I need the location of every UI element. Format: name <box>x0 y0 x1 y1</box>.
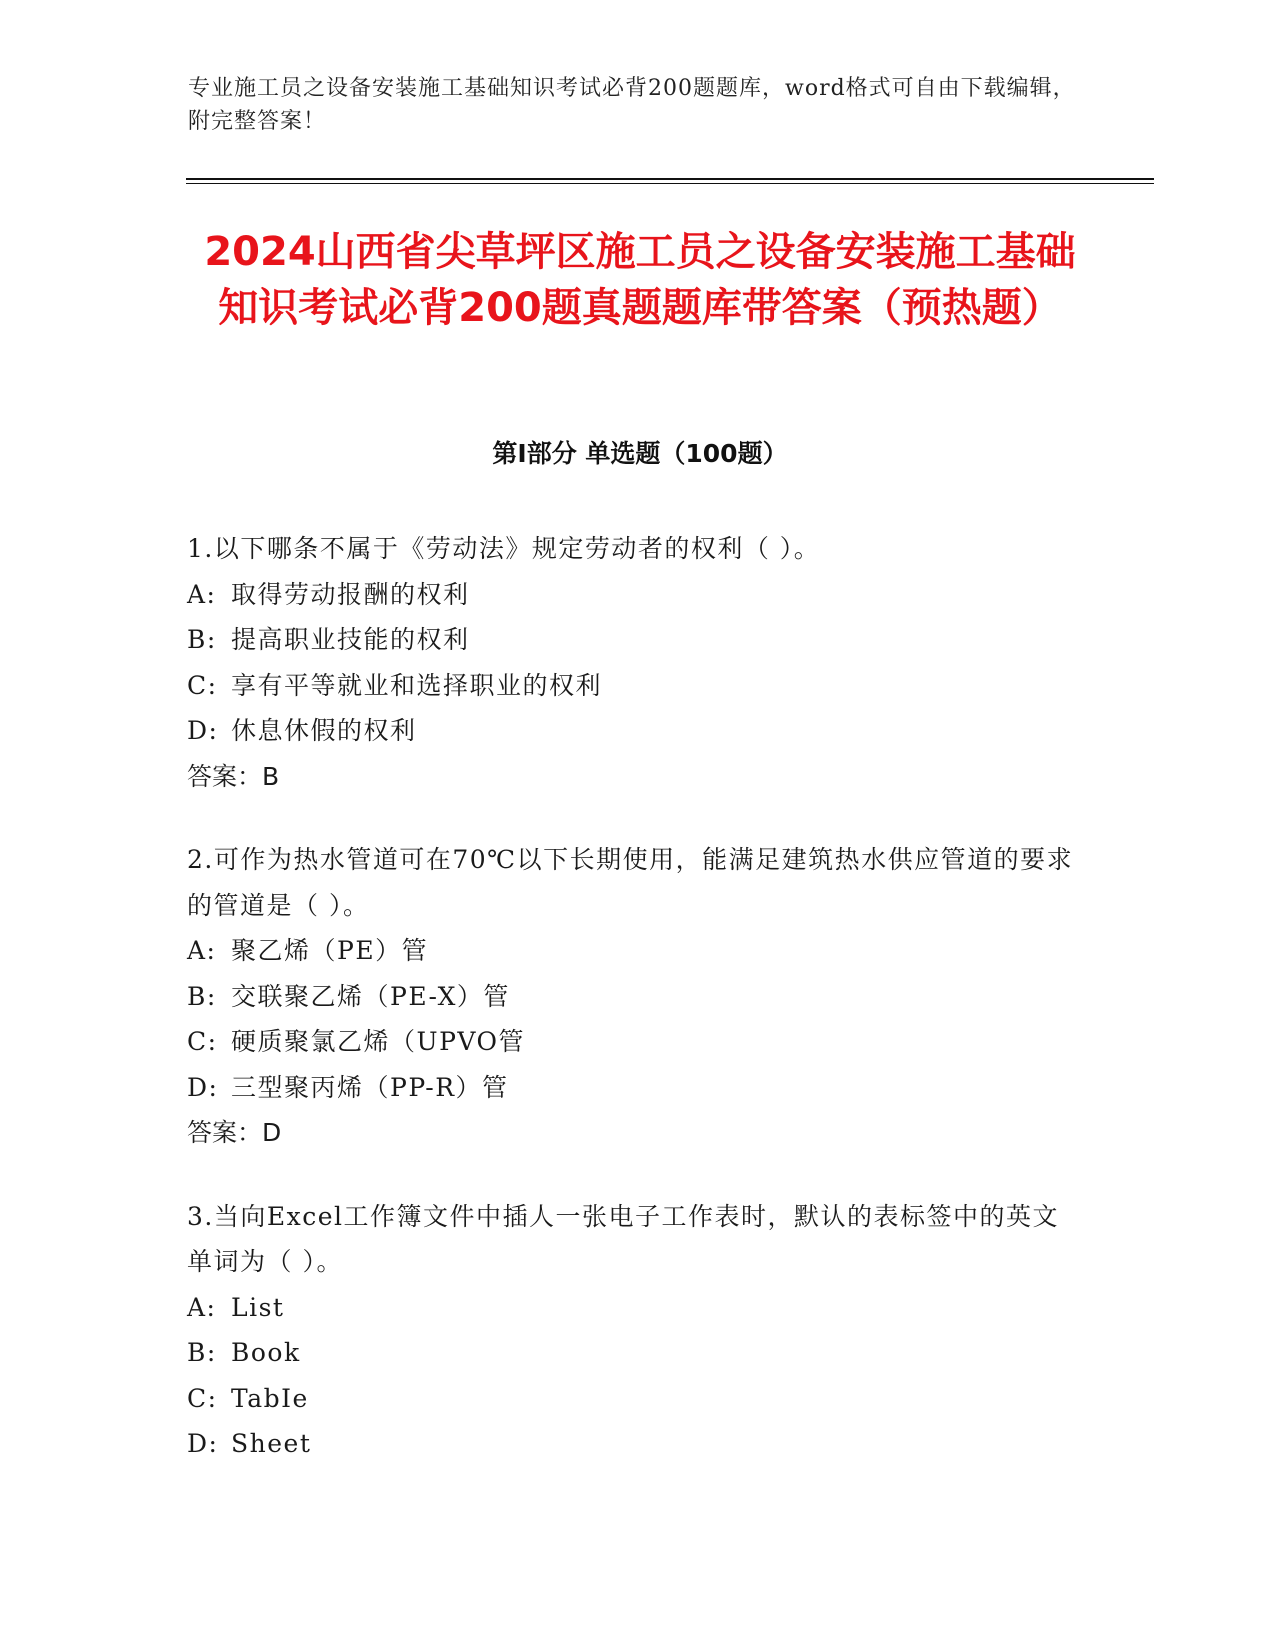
option-letter: C: <box>187 1027 218 1056</box>
answer-line: 答案：D <box>187 1118 282 1147</box>
header-divider-thin <box>186 183 1154 184</box>
option-c <box>187 1376 1077 1422</box>
option-letter: C: <box>187 670 218 700</box>
document-title: 2024山西省尖草坪区施工员之设备安装施工基础知识考试必背200题真题题库带答案（预热题） <box>204 229 1076 331</box>
option-text: 取得劳动报酬的权利 <box>231 579 470 609</box>
option-c <box>187 1019 1077 1065</box>
question-stem: 2.可作为热水管道可在70℃以下长期使用，能满足建筑热水供应管道的要求的管道是（ ）。 <box>187 845 1074 920</box>
option-a <box>187 928 1077 974</box>
question-2 <box>187 837 1077 1156</box>
header-note: 专业施工员之设备安装施工基础知识考试必背200题题库，word格式可自由下载编辑，附完整答案！ <box>188 76 1076 134</box>
option-b <box>187 617 1077 663</box>
option-letter: A: <box>187 579 217 609</box>
header-divider-thick <box>186 178 1154 180</box>
option-text: Book <box>231 1338 301 1367</box>
answer-line: 答案：B <box>187 761 280 791</box>
option-letter: D: <box>187 716 219 745</box>
option-letter: D: <box>187 1429 219 1458</box>
option-text: 享有平等就业和选择职业的权利 <box>231 670 603 700</box>
option-text: List <box>231 1292 285 1322</box>
question-1 <box>187 526 1077 799</box>
option-text: 聚乙烯（PE）管 <box>231 936 429 965</box>
option-d <box>187 1421 1077 1467</box>
option-letter: B: <box>187 625 217 654</box>
option-d <box>187 1065 1077 1111</box>
question-3 <box>187 1194 1077 1467</box>
option-letter: A: <box>187 936 217 965</box>
option-c <box>187 663 1077 709</box>
option-text: 交联聚乙烯（PE-X）管 <box>231 981 510 1011</box>
option-text: TabIe <box>231 1383 309 1413</box>
option-b <box>187 1330 1077 1376</box>
option-text: 提高职业技能的权利 <box>231 625 470 654</box>
option-b <box>187 974 1077 1020</box>
section-title: 第I部分 单选题（100题） <box>492 439 788 468</box>
option-letter: A: <box>187 1292 217 1322</box>
option-letter: C: <box>187 1383 218 1413</box>
option-a <box>187 572 1077 618</box>
option-text: 硬质聚氯乙烯（UPVO管 <box>231 1027 526 1056</box>
option-text: 休息休假的权利 <box>231 716 417 745</box>
option-text: 三型聚丙烯（PP-R）管 <box>231 1072 509 1102</box>
option-letter: B: <box>187 981 217 1011</box>
question-stem: 1.以下哪条不属于《劳动法》规定劳动者的权利（ ）。 <box>187 534 821 563</box>
option-a <box>187 1285 1077 1331</box>
option-letter: B: <box>187 1338 217 1367</box>
option-letter: D: <box>187 1072 219 1102</box>
question-stem: 3.当向Excel工作簿文件中插人一张电子工作表时，默认的表标签中的英文单词为（ ）。 <box>187 1201 1059 1276</box>
option-text: Sheet <box>231 1429 312 1458</box>
option-d <box>187 708 1077 754</box>
question-list <box>187 526 1077 1505</box>
